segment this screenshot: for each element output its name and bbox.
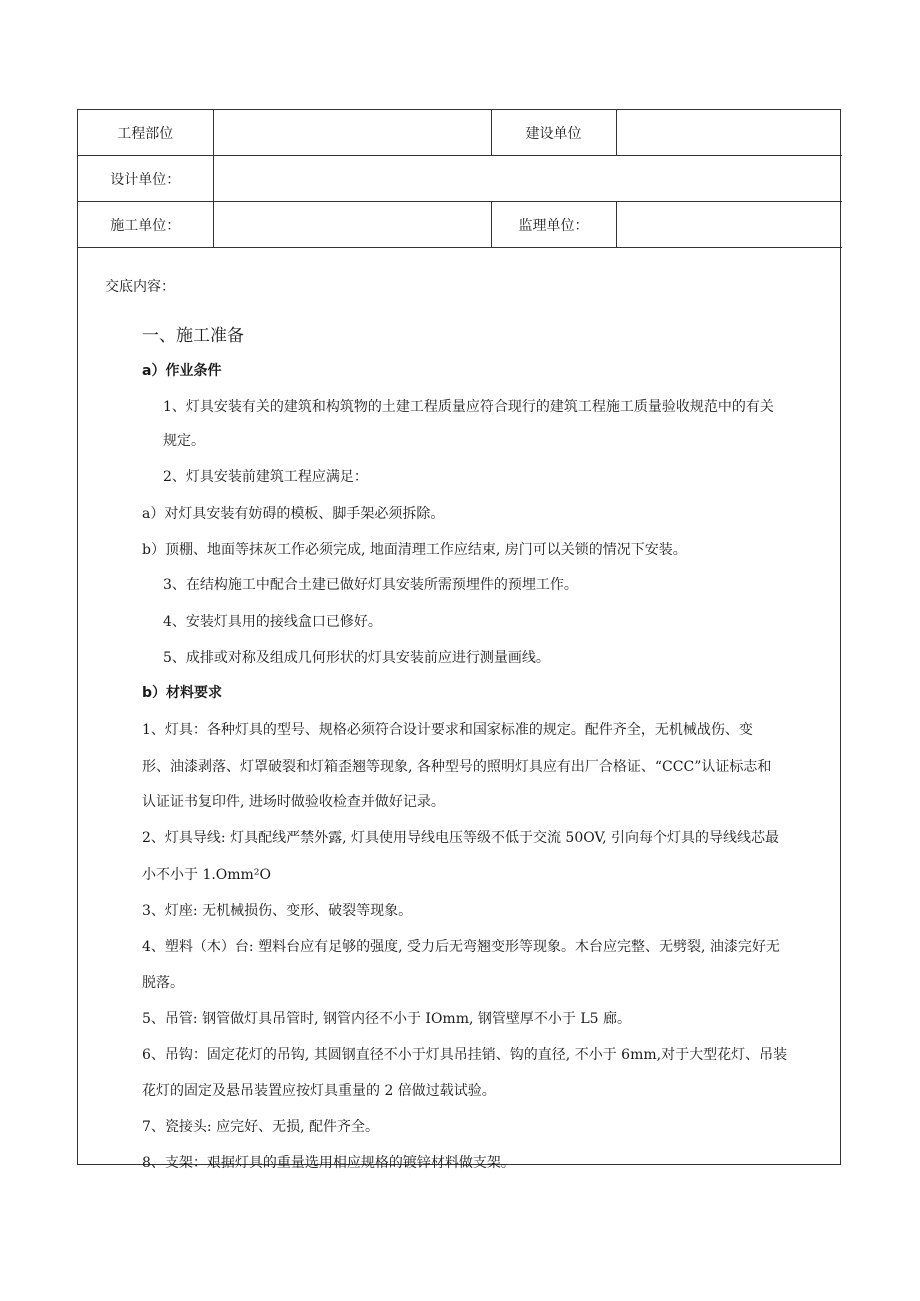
condition-4: 4、安装灯具用的接线盒口已修好。 <box>163 614 382 630</box>
condition-2a: a）对灯具安装有妨碍的模板、脚手架必须拆除。 <box>142 506 445 522</box>
condition-2b: b）顶棚、地面等抹灰工作必须完成, 地面清理工作应结束, 房门可以关锁的情况下安装。 <box>142 542 687 558</box>
designer-value[interactable] <box>213 156 842 202</box>
material-2-line-1: 2、灯具导线: 灯具配线严禁外露, 灯具使用导线电压等级不低于交流 50OV, 引向每个灯具的导线线芯最 <box>142 830 780 846</box>
material-4-line-1: 4、塑料（木）台: 塑料台应有足够的强度, 受力后无弯翘变形等现象。木台应完整、无劈裂, 油漆完好无 <box>142 939 780 955</box>
supervisor-value[interactable] <box>616 202 842 248</box>
header-row-1 <box>78 110 842 156</box>
header-table <box>78 110 842 248</box>
material-2-line-2: 小不小于 1.Omm²O <box>142 867 271 883</box>
material-6-line-1: 6、吊钩：固定花灯的吊钩, 其圆钢直径不小于灯具吊挂销、钩的直径, 不小于 6mm,对于大型花灯、吊装 <box>142 1047 788 1063</box>
material-8: 8、支架：艰据灯具的重量选用相应规格的镀锌材料做支架。 <box>142 1155 515 1171</box>
supervisor-label: 监理单位： <box>491 202 616 248</box>
header-row-2 <box>78 156 842 202</box>
condition-2: 2、灯具安装前建筑工程应满足： <box>163 469 368 485</box>
contractor-value[interactable] <box>213 202 491 248</box>
designer-label: 设计单位： <box>78 156 213 202</box>
section-heading-preparation: 一、施工准备 <box>142 326 244 346</box>
material-3: 3、灯座: 无机械损伤、变形、破裂等现象。 <box>142 903 413 919</box>
condition-5: 5、成排或对称及组成几何形状的灯具安装前应进行测量画线。 <box>163 650 550 666</box>
condition-1-line-2: 规定。 <box>163 433 205 449</box>
material-7: 7、瓷接头: 应完好、无损, 配件齐全。 <box>142 1119 379 1135</box>
contractor-label: 施工单位： <box>78 202 213 248</box>
material-1-line-3: 认证证书复印件, 进场时做验收检查并做好记录。 <box>142 794 445 810</box>
project-part-value[interactable] <box>213 110 491 156</box>
material-5: 5、吊管: 钢管做灯具吊管时, 钢管内径不小于 IOmm, 钢管壁厚不小于 L5 廊。 <box>142 1011 631 1027</box>
subheading-work-conditions: a）作业条件 <box>142 363 222 379</box>
owner-label: 建设单位 <box>491 110 616 156</box>
condition-1-line-1: 1、灯具安装有关的建筑和构筑物的土建工程质量应符合现行的建筑工程施工质量验收规范中的有关 <box>163 399 774 415</box>
project-part-label: 工程部位 <box>78 110 213 156</box>
material-6-line-2: 花灯的固定及悬吊装置应按灯具重量的 2 倍做过载试验。 <box>142 1083 496 1099</box>
material-1-line-2: 形、油漆剥落、灯罩破裂和灯箱歪翘等现象, 各种型号的照明灯具应有出厂合格证、“CCC”认证标志和 <box>142 759 772 775</box>
header-row-3 <box>78 202 842 248</box>
content-intro: 交底内容： <box>105 279 175 295</box>
disclosure-sheet <box>77 109 841 1171</box>
owner-value[interactable] <box>616 110 842 156</box>
subheading-material-requirements: b）材料要求 <box>142 685 223 701</box>
material-4-line-2: 脱落。 <box>142 975 184 991</box>
condition-3: 3、在结构施工中配合土建已做好灯具安装所需预埋件的预埋工作。 <box>163 577 578 593</box>
material-1-line-1: 1、灯具：各种灯具的型号、规格必须符合设计要求和国家标准的规定。配件齐全，无机械战伤、变 <box>142 722 753 738</box>
